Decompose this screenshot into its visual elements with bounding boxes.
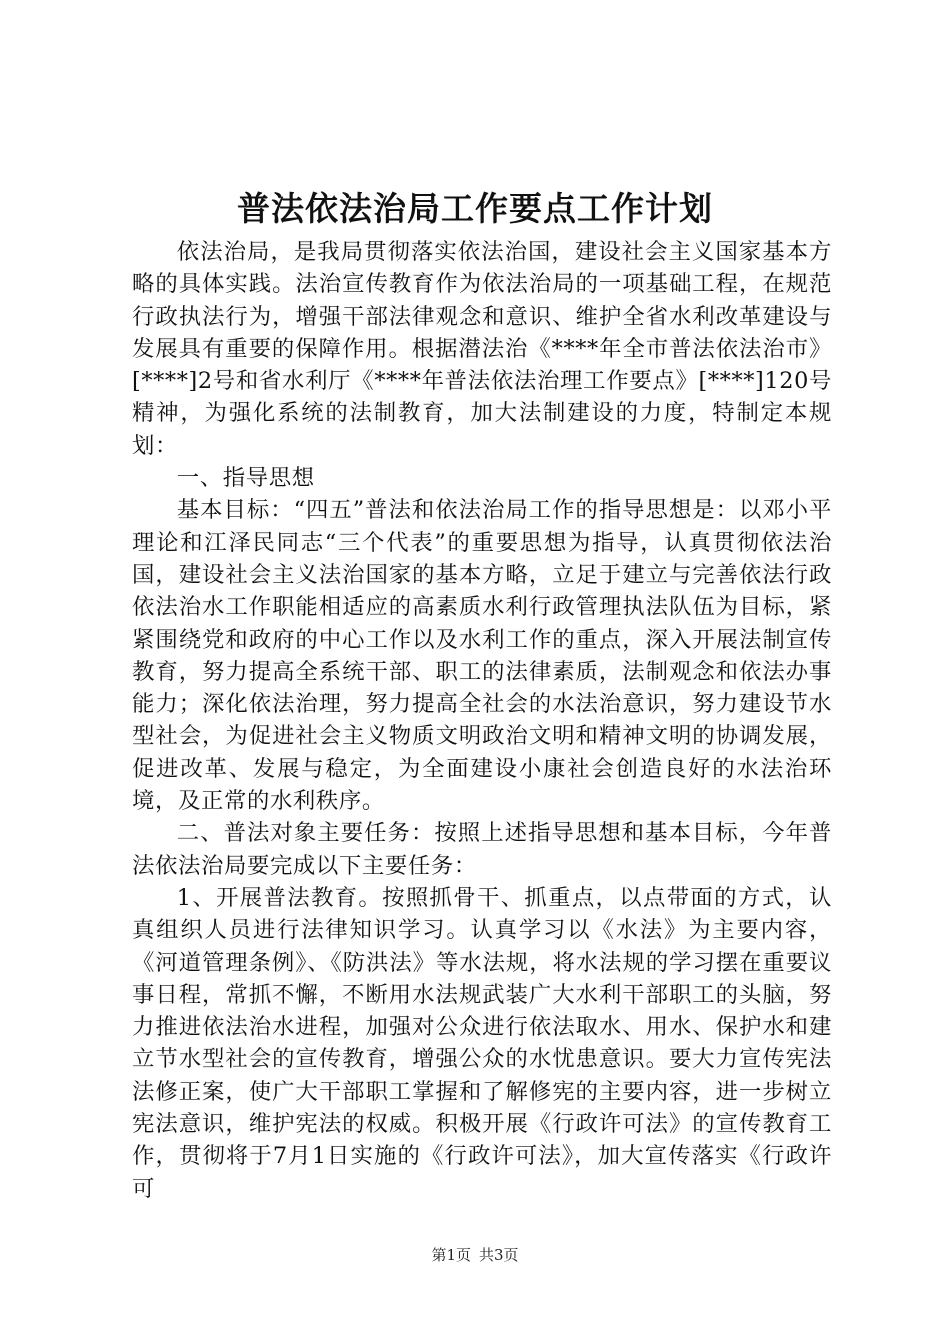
page-number: 第1页 xyxy=(431,1246,471,1264)
paragraph-intro: 依法治局，是我局贯彻落实依法治国，建设社会主义国家基本方略的具体实践。法治宣传教育作为依法治局的一项基础工程，在规范行政执法行为，增强干部法律观念和意识、维护全省水利改革建设与发展具有重要的保障作用。根据潜法治《****年全市普法依法治市》[****]2号和省水利厅《****年普法依法治理工作要点》[****]120号精神，为强化系统的法制教育，加大法制建设的力度，特制定本规划： xyxy=(132,239,832,459)
section-heading-guiding-thought: 一、指导思想 xyxy=(176,465,315,492)
page-total: 共3页 xyxy=(479,1246,519,1264)
page-footer xyxy=(0,1245,950,1265)
paragraph-task-1: 1、开展普法教育。按照抓骨干、抓重点，以点带面的方式，认真组织人员进行法律知识学习。认真学习以《水法》为主要内容，《河道管理条例》、《防洪法》等水法规，将水法规的学习摆在重要议事日程，常抓不懈，不断用水法规武装广大水利干部职工的头脑，努力推进依法治水进程，加强对公众进行依法取水、用水、保护水和建立节水型社会的宣传教育，增强公众的水忧患意识。要大力宣传宪法法修正案，使广大干部职工掌握和了解修宪的主要内容，进一步树立宪法意识，维护宪法的权威。积极开展《行政许可法》的宣传教育工作，贯彻将于7月1日实施的《行政许可法》，加大宣传落实《行政许可 xyxy=(132,884,832,1202)
paragraph-basic-goal: 基本目标：“四五”普法和依法治局工作的指导思想是：以邓小平理论和江泽民同志“三个代表”的重要思想为指导，认真贯彻依法治国，建设社会主义法治国家的基本方略，立足于建立与完善依法行政依法治水工作职能相适应的高素质水利行政管理执法队伍为目标，紧紧围绕党和政府的中心工作以及水利工作的重点，深入开展法制宣传教育，努力提高全系统干部、职工的法律素质，法制观念和依法办事能力；深化依法治理，努力提高全社会的水法治意识，努力建设节水型社会，为促进社会主义物质文明政治文明和精神文明的协调发展，促进改革、发展与稳定，为全面建设小康社会创造良好的水法治环境，及正常的水利秩序。 xyxy=(132,497,832,815)
document-title: 普法依法治局工作要点工作计划 xyxy=(237,189,713,228)
document-body xyxy=(132,236,832,1205)
section-heading-main-tasks: 二、普法对象主要任务：按照上述指导思想和基本目标，今年普法依法治局要完成以下主要任务： xyxy=(132,820,832,879)
